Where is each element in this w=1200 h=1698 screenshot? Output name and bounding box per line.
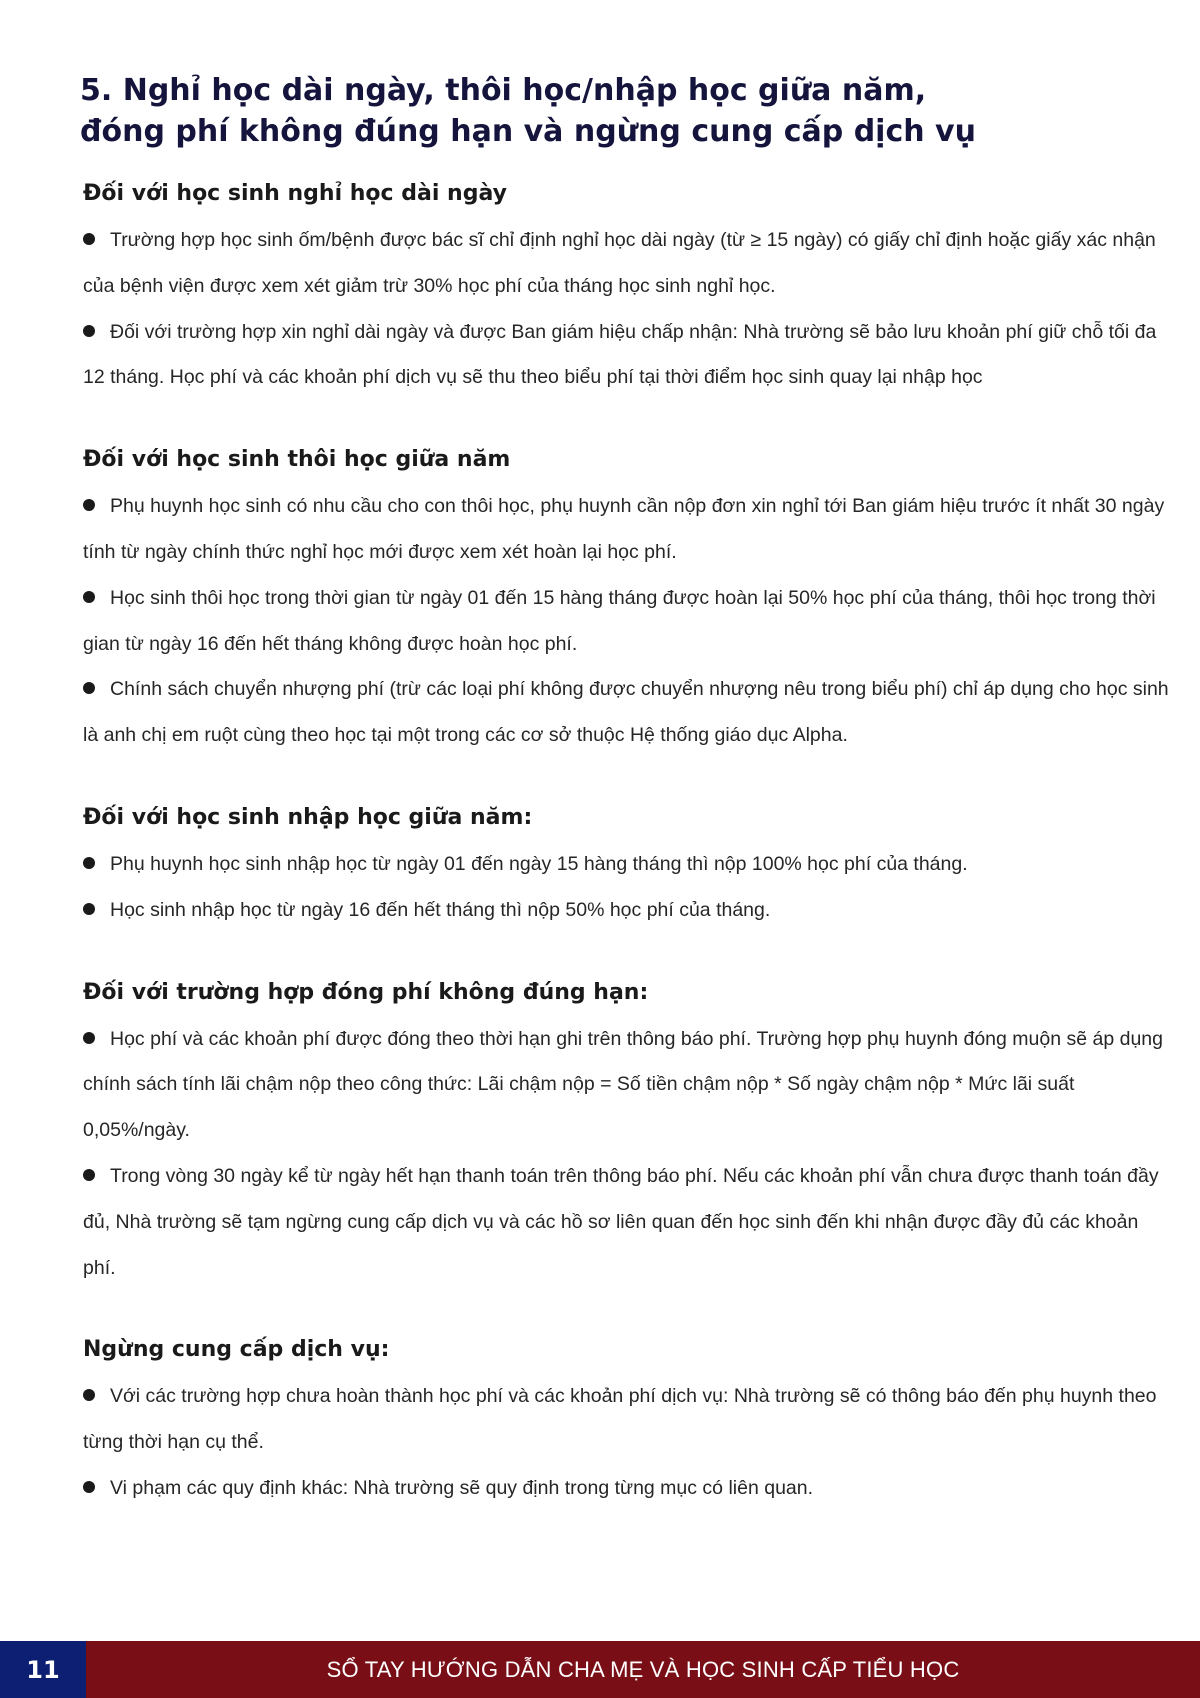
section-heading: Ngừng cung cấp dịch vụ: [83,1337,390,1363]
list-item [83,1017,1173,1154]
list-item-text: Trong vòng 30 ngày kể từ ngày hết hạn thanh toán trên thông báo phí. Nếu các khoản phí vẫn chưa được thanh toán đầy đủ, Nhà trường sẽ tạm ngừng cung cấp dịch vụ và các hồ sơ liên quan đến học sinh đến khi nhận được đầy đủ các khoản phí. [83,1164,1159,1279]
page-number: 11 [0,1641,86,1698]
list-item-text: Vi phạm các quy định khác: Nhà trường sẽ quy định trong từng mục có liên quan. [110,1476,814,1499]
section-heading: Đối với học sinh nhập học giữa năm: [83,804,533,830]
bullet-icon [83,903,95,915]
list-item-text: Với các trường hợp chưa hoàn thành học phí và các khoản phí dịch vụ: Nhà trường sẽ có thông báo đến phụ huynh theo từng thời hạn cụ thể. [83,1385,1157,1454]
section-heading: Đối với học sinh nghỉ học dài ngày [83,181,507,206]
bullet-list [83,218,1173,401]
list-item [83,576,1173,668]
bullet-list [83,842,1173,934]
bullet-icon [83,591,95,603]
section-heading: Đối với học sinh thôi học giữa năm [83,447,511,473]
bullet-icon [83,499,95,511]
page-title [80,70,1140,152]
bullet-icon [83,1481,95,1493]
page-footer [0,1641,1200,1698]
bullet-icon [83,1169,95,1181]
list-item [83,842,1173,888]
list-item [83,1466,1173,1512]
list-item [83,888,1173,934]
list-item [83,667,1173,759]
list-item-text: Học sinh nhập học từ ngày 16 đến hết tháng thì nộp 50% học phí của tháng. [110,898,771,921]
section-service-suspension [83,1334,1173,1511]
bullet-icon [83,1032,95,1044]
section-mid-year-enrollment [83,802,1173,934]
bullet-icon [83,325,95,337]
bullet-icon [83,233,95,245]
list-item [83,310,1173,402]
page-title-line-1: 5. Nghỉ học dài ngày, thôi học/nhập học giữa năm, [80,73,927,108]
list-item-text: Học phí và các khoản phí được đóng theo thời hạn ghi trên thông báo phí. Trường hợp phụ huynh đóng muộn sẽ áp dụng chính sách tính lãi chậm nộp theo công thức: Lãi chậm nộp = Số tiền chậm nộp * Số ngày chậm nộp * Mức lãi suất 0,05%/ngày. [83,1027,1163,1142]
list-item-text: Học sinh thôi học trong thời gian từ ngày 01 đến 15 hàng tháng được hoàn lại 50% học phí của tháng, thôi học trong thời gian từ ngày 16 đến hết tháng không được hoàn học phí. [83,586,1156,655]
bullet-icon [83,857,95,869]
section-withdrawal [83,444,1173,759]
list-item-text: Trường hợp học sinh ốm/bệnh được bác sĩ chỉ định nghỉ học dài ngày (từ ≥ 15 ngày) có giấy chỉ định hoặc giấy xác nhận của bệnh viện được xem xét giảm trừ 30% học phí của tháng học sinh nghỉ học. [83,229,1156,297]
list-item-text: Chính sách chuyển nhượng phí (trừ các loại phí không được chuyển nhượng nêu trong biểu phí) chỉ áp dụng cho học sinh là anh chị em ruột cùng theo học tại một trong các cơ sở thuộc Hệ thống giáo dục Alpha. [83,678,1169,747]
bullet-icon [83,1389,95,1401]
list-item-text: Phụ huynh học sinh nhập học từ ngày 01 đến ngày 15 hàng tháng thì nộp 100% học phí của tháng. [110,852,968,875]
section-long-leave [83,178,1173,401]
list-item-text: Đối với trường hợp xin nghỉ dài ngày và được Ban giám hiệu chấp nhận: Nhà trường sẽ bảo lưu khoản phí giữ chỗ tối đa 12 tháng. Học phí và các khoản phí dịch vụ sẽ thu theo biểu phí tại thời điểm học sinh quay lại nhập học [83,320,1157,389]
bullet-list [83,1374,1173,1511]
page-title-line-2: đóng phí không đúng hạn và ngừng cung cấp dịch vụ [80,114,976,149]
bullet-list [83,1017,1173,1292]
list-item [83,484,1173,576]
list-item [83,218,1173,310]
footer-title: SỔ TAY HƯỚNG DẪN CHA MẸ VÀ HỌC SINH CẤP TIỂU HỌC [326,1656,960,1682]
list-item-text: Phụ huynh học sinh có nhu cầu cho con thôi học, phụ huynh cần nộp đơn xin nghỉ tới Ban giám hiệu trước ít nhất 30 ngày tính từ ngày chính thức nghỉ học mới được xem xét hoàn lại học phí. [83,495,1165,563]
section-late-payment [83,977,1173,1292]
bullet-icon [83,682,95,694]
section-heading: Đối với trường hợp đóng phí không đúng hạn: [83,979,649,1005]
list-item [83,1154,1173,1291]
bullet-list [83,484,1173,759]
document-body [83,178,1173,1512]
list-item [83,1374,1173,1466]
